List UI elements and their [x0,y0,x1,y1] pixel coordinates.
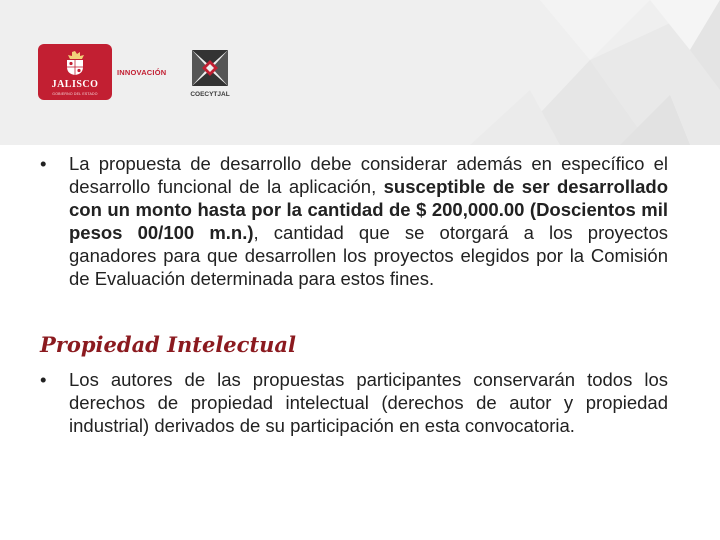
bullet1-text-bold: susceptible de ser desarrollado con un monto hasta por la cantidad de $ 200,000.00 (Doscientos mil pesos 00/100 m.n.) [69,176,668,243]
innovacion-label: INNOVACIÓN [117,68,167,77]
coat-of-arms-icon [60,50,90,76]
slide-content [40,152,668,437]
bullet2-text: Los autores de las propuestas participantes conservarán todos los derechos de propiedad intelectual (derechos de autor y propiedad industrial) derivados de su participación en esta convocatoria. [69,369,668,436]
bullet1-text-post: , cantidad que se otorgará a los proyectos ganadores para que desarrollen los proyectos elegidos por la Comisión de Evaluación determinada para estos fines. [69,222,668,289]
bullet-authors-rights [40,368,668,437]
jalisco-logo [38,44,112,100]
coecytjal-logo-icon [190,48,230,88]
coecytjal-label: COECYTJAL [190,91,230,98]
bullet-dot: • [40,153,47,174]
section-heading-intellectual-property: Propiedad Intelectual [40,332,296,357]
bullet1-text-pre: La propuesta de desarrollo debe considerar además en específico el desarrollo funcional de la aplicación, [69,153,668,197]
bullet-dot: • [40,369,47,390]
header-band [0,0,720,145]
decorative-triangles [390,0,720,145]
bullet-development-proposal [40,152,668,290]
jalisco-subtitle: GOBIERNO DEL ESTADO [52,92,98,96]
jalisco-wordmark: JALISCO [51,79,99,90]
